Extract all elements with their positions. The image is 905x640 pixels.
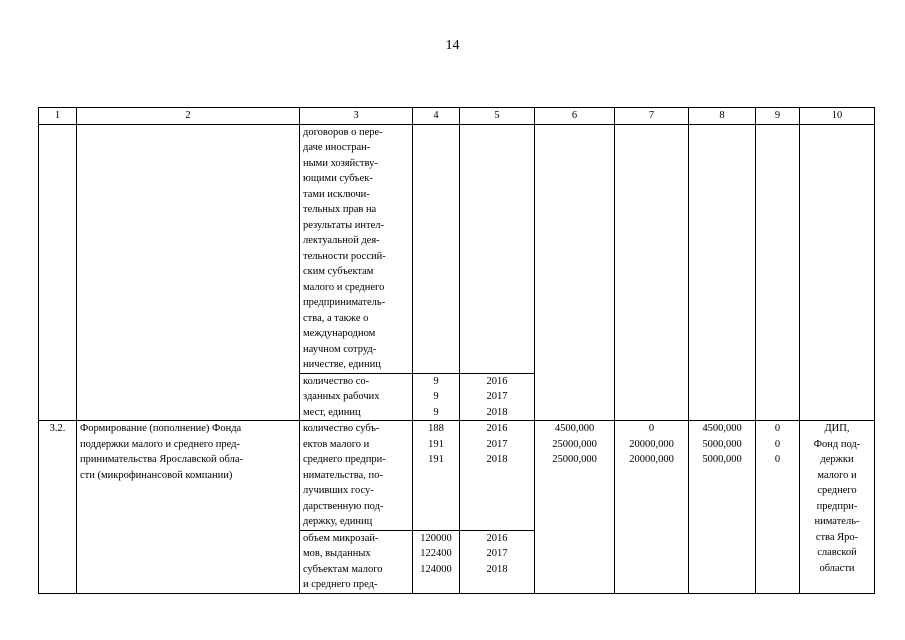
year-cell: 2016 2017 2018 — [460, 530, 535, 593]
header-cell: 9 — [756, 108, 800, 125]
header-cell: 3 — [300, 108, 413, 125]
cell-col7-empty — [615, 124, 689, 421]
cell-col9-empty — [756, 124, 800, 421]
header-cell: 4 — [413, 108, 460, 125]
year-cell: 2016 2017 2018 — [460, 421, 535, 531]
header-cell: 10 — [800, 108, 875, 125]
cell-num-empty — [39, 124, 77, 421]
cell-col8-empty — [689, 124, 756, 421]
year-cell: 2016 2017 2018 — [460, 373, 535, 421]
value-cell: 120000 122400 124000 — [413, 530, 460, 593]
table-row-3-2 — [39, 421, 875, 531]
funding-federal-cell: 0 20000,000 20000,000 — [615, 421, 689, 594]
funding-regional-cell: 4500,000 5000,000 5000,000 — [689, 421, 756, 594]
header-cell: 2 — [77, 108, 300, 125]
header-cell: 7 — [615, 108, 689, 125]
year-cell-empty — [460, 124, 535, 373]
row-number: 3.2. — [39, 421, 77, 594]
header-cell: 5 — [460, 108, 535, 125]
indicator-cell: количество субъ- ектов малого и среднего предпри- нимательства, по- лучивших госу- дарственную под- держку, единиц — [300, 421, 413, 531]
page-number: 14 — [445, 38, 460, 53]
activity-name: Формирование (пополнение) Фонда поддержки малого и среднего пред- принимательства Ярославской обла- сти (микрофинансовой компании) — [77, 421, 300, 594]
indicator-cell-jobs: количество со- зданных рабочих мест, единиц — [300, 373, 413, 421]
header-cell: 1 — [39, 108, 77, 125]
funding-other-cell: 0 0 0 — [756, 421, 800, 594]
continuation-row — [39, 124, 875, 373]
indicator-cell: договоров о пере- даче иностран- ными хозяйству- ющими субъек- тами исключи- тельных прав на результаты интел- лектуальной дея- тельности россий- ским субъектам малого и среднего предприниматель- ства, а также о международном научном сотруд- ничестве, единиц — [300, 124, 413, 373]
header-cell: 6 — [535, 108, 615, 125]
indicator-cell-loans: объем микрозай- мов, выданных субъектам малого и среднего пред- — [300, 530, 413, 593]
executor-cell: ДИП, Фонд под- держки малого и среднего предпри- ниматель- ства Яро- славской области — [800, 421, 875, 594]
header-row — [39, 108, 875, 125]
cell-col6-empty — [535, 124, 615, 421]
value-cell: 188 191 191 — [413, 421, 460, 531]
header-cell: 8 — [689, 108, 756, 125]
value-cell: 9 9 9 — [413, 373, 460, 421]
funding-total-cell: 4500,000 25000,000 25000,000 — [535, 421, 615, 594]
program-table — [38, 107, 875, 594]
value-cell-empty — [413, 124, 460, 373]
cell-name-empty — [77, 124, 300, 421]
cell-col10-empty — [800, 124, 875, 421]
